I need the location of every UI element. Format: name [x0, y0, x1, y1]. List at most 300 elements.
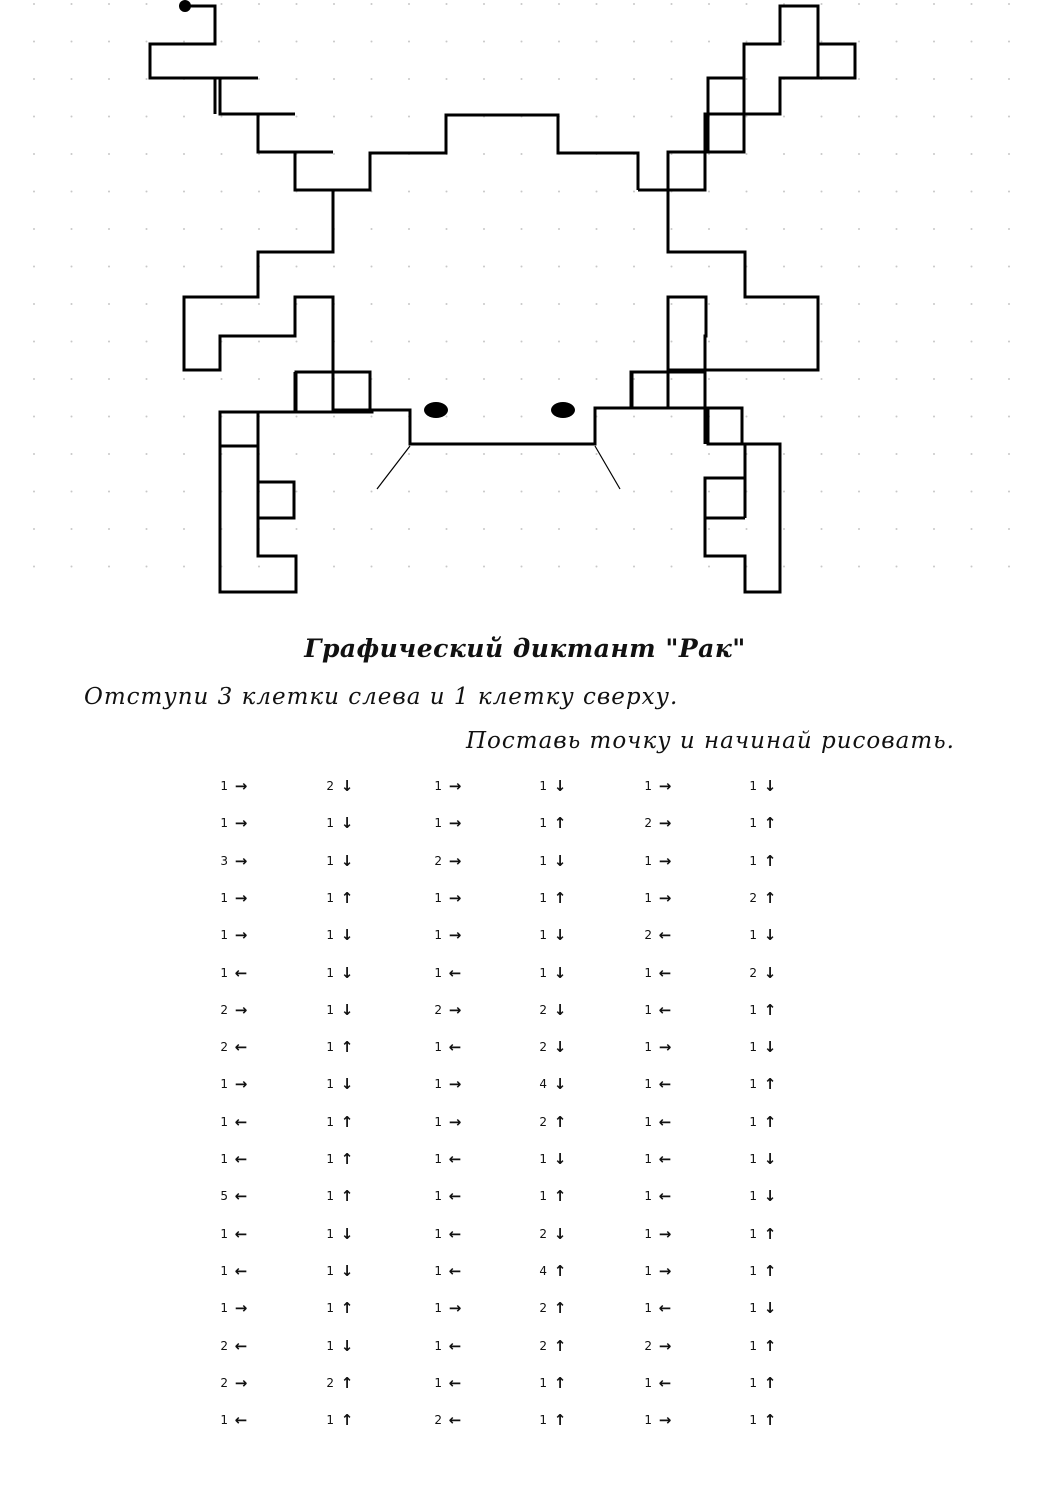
command-item: [320, 925, 356, 945]
arrow-down-icon: ↓: [340, 814, 354, 833]
grid-dot: [371, 528, 373, 530]
grid-dot: [146, 266, 148, 268]
grid-dot: [183, 266, 185, 268]
command-steps: 1: [539, 965, 547, 980]
grid-dot: [371, 78, 373, 80]
grid-dot: [521, 78, 523, 80]
arrow-up-icon: ↑: [553, 1187, 567, 1206]
grid-dot: [483, 266, 485, 268]
grid-dot: [596, 566, 598, 568]
arrow-left-icon: ←: [658, 1373, 672, 1392]
command-item: [638, 1336, 674, 1356]
command-steps: 2: [539, 1002, 547, 1017]
grid-dot: [33, 341, 35, 343]
grid-dot: [408, 453, 410, 455]
command-item: [533, 1336, 569, 1356]
grid-dot: [933, 341, 935, 343]
arrow-left-icon: ←: [448, 1224, 462, 1243]
grid-dot: [483, 341, 485, 343]
grid-dot: [971, 78, 973, 80]
grid-dot: [783, 41, 785, 43]
grid-dot: [971, 378, 973, 380]
arrow-down-icon: ↓: [763, 777, 777, 795]
grid-dot: [183, 153, 185, 155]
arrow-down-icon: ↓: [340, 1000, 354, 1019]
command-item: [533, 776, 569, 796]
grid-dot: [783, 266, 785, 268]
command-steps: 1: [749, 779, 757, 793]
command-item: [428, 1000, 464, 1020]
crab-leg-right-inner: [705, 408, 745, 518]
grid-dot: [783, 341, 785, 343]
command-steps: 1: [220, 1077, 228, 1092]
arrow-left-icon: ←: [448, 1373, 462, 1392]
grid-dot: [71, 116, 73, 118]
grid-dot: [408, 41, 410, 43]
command-item: [743, 776, 779, 796]
grid-dot: [108, 453, 110, 455]
grid-dot: [408, 566, 410, 568]
command-steps: 1: [326, 1152, 334, 1166]
grid-dot: [146, 191, 148, 193]
grid-dot: [1008, 341, 1010, 343]
grid-dot: [71, 228, 73, 230]
grid-dot: [821, 191, 823, 193]
grid-dot: [221, 378, 223, 380]
command-item: [743, 1373, 779, 1393]
grid-dot: [408, 378, 410, 380]
grid-dot: [1008, 3, 1010, 5]
command-steps: 3: [220, 853, 228, 868]
grid-dot: [858, 341, 860, 343]
grid-dot: [971, 453, 973, 455]
command-steps: 1: [434, 1226, 442, 1241]
grid-dot: [371, 453, 373, 455]
arrow-up-icon: ↑: [340, 888, 354, 907]
instruction-start: Поставь точку и начинай рисовать.: [466, 728, 955, 754]
arrow-right-icon: →: [448, 888, 462, 907]
grid-dot: [971, 566, 973, 568]
command-item: [638, 813, 674, 833]
grid-dot: [108, 416, 110, 418]
grid-dot: [146, 153, 148, 155]
grid-dot: [746, 416, 748, 418]
arrow-down-icon: ↓: [340, 926, 354, 945]
grid-dot: [183, 453, 185, 455]
command-item: [428, 813, 464, 833]
grid-dot: [183, 41, 185, 43]
grid-dot: [821, 416, 823, 418]
grid-dot: [671, 41, 673, 43]
grid-dot: [671, 341, 673, 343]
grid-dot: [71, 153, 73, 155]
grid-dot: [558, 341, 560, 343]
command-steps: 1: [326, 816, 334, 831]
command-item: [214, 1112, 250, 1132]
command-item: [428, 1261, 464, 1281]
instruction-offset: Отступи 3 клетки слева и 1 клетку сверху.: [84, 684, 679, 710]
grid-dot: [783, 228, 785, 230]
dot-grid: [33, 3, 1010, 568]
command-steps: 1: [644, 890, 652, 905]
grid-dot: [33, 491, 35, 493]
grid-dot: [971, 153, 973, 155]
arrow-up-icon: ↑: [553, 1373, 567, 1392]
arrow-up-icon: ↑: [763, 814, 777, 833]
grid-dot: [1008, 78, 1010, 80]
grid-dot: [558, 453, 560, 455]
grid-dot: [183, 528, 185, 530]
command-item: [533, 1149, 569, 1169]
arrow-down-icon: ↓: [763, 1038, 777, 1057]
arrow-up-icon: ↑: [553, 888, 567, 907]
grid-dot: [183, 228, 185, 230]
grid-dot: [821, 341, 823, 343]
grid-dot: [33, 266, 35, 268]
command-item: [214, 1410, 250, 1430]
arrow-down-icon: ↓: [553, 963, 567, 982]
grid-dot: [483, 566, 485, 568]
command-item: [214, 813, 250, 833]
arrow-up-icon: ↑: [553, 1261, 567, 1280]
grid-dot: [296, 116, 298, 118]
command-item: [533, 1112, 569, 1132]
crab-outline: [150, 6, 855, 592]
grid-dot: [596, 266, 598, 268]
grid-dot: [1008, 153, 1010, 155]
command-steps: 1: [539, 779, 547, 793]
grid-dot: [783, 453, 785, 455]
command-steps: 1: [326, 928, 334, 943]
grid-dot: [1008, 378, 1010, 380]
grid-dot: [71, 453, 73, 455]
command-steps: 1: [434, 1301, 442, 1316]
grid-dot: [108, 303, 110, 305]
grid-dot: [333, 453, 335, 455]
grid-dot: [446, 303, 448, 305]
grid-dot: [1008, 266, 1010, 268]
grid-dot: [296, 416, 298, 418]
grid-dot: [708, 341, 710, 343]
grid-dot: [933, 266, 935, 268]
command-steps: 1: [434, 816, 442, 831]
command-item: [320, 1000, 356, 1020]
command-steps: 4: [539, 1263, 547, 1278]
grid-dot: [671, 378, 673, 380]
command-item: [743, 1336, 779, 1356]
grid-dot: [596, 491, 598, 493]
command-steps: 1: [644, 1226, 652, 1241]
command-steps: 1: [326, 890, 334, 905]
grid-dot: [671, 453, 673, 455]
command-item: [743, 1410, 779, 1430]
arrow-up-icon: ↑: [553, 1411, 567, 1430]
command-item: [320, 1298, 356, 1318]
command-item: [428, 925, 464, 945]
grid-dot: [783, 191, 785, 193]
grid-dot: [446, 266, 448, 268]
command-item: [320, 1224, 356, 1244]
grid-dot: [183, 191, 185, 193]
arrow-right-icon: →: [234, 777, 248, 795]
grid-dot: [408, 491, 410, 493]
grid-dot: [671, 566, 673, 568]
grid-dot: [71, 416, 73, 418]
grid-dot: [521, 491, 523, 493]
grid-dot: [858, 78, 860, 80]
command-steps: 1: [434, 928, 442, 943]
command-steps: 2: [434, 1413, 442, 1428]
command-steps: 2: [539, 1040, 547, 1055]
command-item: [428, 1224, 464, 1244]
grid-dot: [933, 78, 935, 80]
grid-dot: [296, 228, 298, 230]
grid-dot: [858, 453, 860, 455]
grid-dot: [821, 3, 823, 5]
arrow-right-icon: →: [448, 1075, 462, 1094]
grid-dot: [483, 303, 485, 305]
command-steps: 1: [220, 1263, 228, 1278]
grid-dot: [483, 191, 485, 193]
command-item: [638, 925, 674, 945]
grid-dot: [746, 3, 748, 5]
grid-dot: [596, 116, 598, 118]
grid-dot: [146, 3, 148, 5]
command-steps: 1: [539, 816, 547, 831]
grid-dot: [521, 266, 523, 268]
grid-dot: [633, 191, 635, 193]
grid-dot: [933, 3, 935, 5]
command-item: [743, 1037, 779, 1057]
command-steps: 1: [749, 1338, 757, 1353]
grid-dot: [446, 3, 448, 5]
grid-dot: [33, 191, 35, 193]
grid-dot: [858, 228, 860, 230]
command-item: [638, 1224, 674, 1244]
grid-dot: [408, 191, 410, 193]
arrow-up-icon: ↑: [553, 814, 567, 833]
command-steps: 5: [220, 1189, 228, 1204]
command-steps: 1: [749, 1413, 757, 1428]
arrow-left-icon: ←: [234, 1336, 248, 1355]
command-item: [320, 1373, 356, 1393]
grid-dot: [708, 453, 710, 455]
command-item: [638, 1261, 674, 1281]
command-steps: 1: [749, 1040, 757, 1055]
grid-dot: [558, 41, 560, 43]
grid-dot: [746, 191, 748, 193]
grid-dot: [821, 153, 823, 155]
grid-dot: [633, 266, 635, 268]
grid-dot: [971, 191, 973, 193]
command-item: [320, 776, 356, 796]
command-steps: 1: [644, 1040, 652, 1055]
grid-dot: [971, 303, 973, 305]
arrow-up-icon: ↑: [340, 1373, 354, 1392]
grid-dot: [108, 3, 110, 5]
command-steps: 1: [326, 1040, 334, 1055]
grid-dot: [296, 41, 298, 43]
grid-dot: [896, 191, 898, 193]
command-item: [638, 888, 674, 908]
command-item: [533, 851, 569, 871]
command-item: [428, 963, 464, 983]
command-item: [638, 1000, 674, 1020]
grid-dot: [71, 528, 73, 530]
grid-dot: [858, 3, 860, 5]
grid-dot: [296, 341, 298, 343]
grid-dot: [483, 528, 485, 530]
arrow-down-icon: ↓: [763, 963, 777, 982]
grid-dot: [221, 303, 223, 305]
command-steps: 1: [220, 779, 228, 793]
grid-dot: [1008, 491, 1010, 493]
command-steps: 1: [326, 1226, 334, 1241]
grid-dot: [296, 266, 298, 268]
grid-dot: [708, 3, 710, 5]
crab-head-top: [333, 115, 638, 190]
grid-dot: [258, 341, 260, 343]
grid-dot: [446, 78, 448, 80]
grid-dot: [596, 303, 598, 305]
grid-dot: [146, 453, 148, 455]
command-steps: 1: [434, 1114, 442, 1129]
command-item: [428, 1074, 464, 1094]
grid-dot: [633, 3, 635, 5]
grid-dot: [33, 228, 35, 230]
command-steps: 1: [220, 1413, 228, 1428]
arrow-left-icon: ←: [234, 1187, 248, 1206]
command-steps: 1: [644, 1077, 652, 1092]
grid-dot: [33, 416, 35, 418]
whisker-left: [377, 446, 410, 489]
arrow-left-icon: ←: [658, 926, 672, 945]
grid-dot: [371, 566, 373, 568]
command-item: [428, 1112, 464, 1132]
grid-dot: [483, 416, 485, 418]
arrow-down-icon: ↓: [763, 1187, 777, 1206]
grid-dot: [446, 416, 448, 418]
grid-dot: [521, 528, 523, 530]
arrow-right-icon: →: [658, 1224, 672, 1243]
arrow-up-icon: ↑: [340, 1112, 354, 1131]
arrow-right-icon: →: [658, 1411, 672, 1430]
command-steps: 1: [644, 1189, 652, 1204]
arrow-up-icon: ↑: [340, 1038, 354, 1057]
grid-dot: [1008, 528, 1010, 530]
arrow-up-icon: ↑: [340, 1187, 354, 1206]
command-item: [214, 925, 250, 945]
arrow-right-icon: →: [658, 1261, 672, 1280]
command-item: [214, 1224, 250, 1244]
grid-dot: [671, 528, 673, 530]
grid-dot: [371, 41, 373, 43]
grid-dot: [1008, 303, 1010, 305]
grid-dot: [633, 341, 635, 343]
grid-dot: [296, 78, 298, 80]
crab-drawing: [0, 0, 1050, 625]
grid-dot: [483, 3, 485, 5]
crab-leg-left-inner: [220, 372, 295, 518]
arrow-down-icon: ↓: [763, 1150, 777, 1168]
command-steps: 1: [326, 1263, 334, 1278]
command-item: [743, 1186, 779, 1206]
grid-dot: [296, 491, 298, 493]
command-steps: 2: [644, 1338, 652, 1353]
arrow-right-icon: →: [658, 1038, 672, 1057]
arrow-right-icon: →: [448, 851, 462, 870]
grid-dot: [221, 41, 223, 43]
grid-dot: [821, 566, 823, 568]
grid-dot: [521, 191, 523, 193]
grid-dot: [521, 453, 523, 455]
arrow-left-icon: ←: [448, 963, 462, 982]
grid-dot: [296, 453, 298, 455]
arrow-up-icon: ↑: [763, 1373, 777, 1392]
command-steps: 1: [644, 1152, 652, 1166]
command-steps: 2: [644, 816, 652, 831]
grid-dot: [558, 378, 560, 380]
grid-dot: [221, 3, 223, 5]
arrow-left-icon: ←: [448, 1336, 462, 1355]
grid-dot: [333, 116, 335, 118]
arrow-left-icon: ←: [448, 1038, 462, 1057]
grid-dot: [821, 303, 823, 305]
grid-dot: [446, 491, 448, 493]
command-item: [320, 1410, 356, 1430]
command-item: [743, 813, 779, 833]
arrow-down-icon: ↓: [340, 1336, 354, 1355]
grid-dot: [371, 228, 373, 230]
command-steps: 1: [749, 1114, 757, 1129]
grid-dot: [371, 416, 373, 418]
grid-dot: [183, 491, 185, 493]
start-point: [179, 0, 191, 12]
grid-dot: [146, 41, 148, 43]
grid-dot: [858, 266, 860, 268]
arrow-left-icon: ←: [448, 1150, 462, 1168]
arrow-up-icon: ↑: [763, 1075, 777, 1094]
arrow-left-icon: ←: [234, 1261, 248, 1280]
command-item: [743, 963, 779, 983]
grid-dot: [221, 116, 223, 118]
grid-dot: [258, 78, 260, 80]
grid-dot: [408, 341, 410, 343]
grid-dot: [708, 528, 710, 530]
grid-dot: [71, 78, 73, 80]
grid-dot: [858, 378, 860, 380]
grid-dot: [71, 3, 73, 5]
grid-dot: [858, 528, 860, 530]
grid-dot: [633, 116, 635, 118]
command-item: [320, 1112, 356, 1132]
command-steps: 1: [434, 779, 442, 793]
grid-dot: [258, 191, 260, 193]
arrow-down-icon: ↓: [553, 1224, 567, 1243]
grid-dot: [483, 78, 485, 80]
command-steps: 1: [326, 1338, 334, 1353]
command-item: [638, 1112, 674, 1132]
grid-dot: [896, 116, 898, 118]
command-item: [428, 1186, 464, 1206]
arrow-right-icon: →: [234, 926, 248, 945]
command-steps: 1: [220, 816, 228, 831]
grid-dot: [33, 566, 35, 568]
grid-dot: [521, 416, 523, 418]
grid-dot: [671, 116, 673, 118]
command-item: [320, 1186, 356, 1206]
grid-dot: [146, 78, 148, 80]
